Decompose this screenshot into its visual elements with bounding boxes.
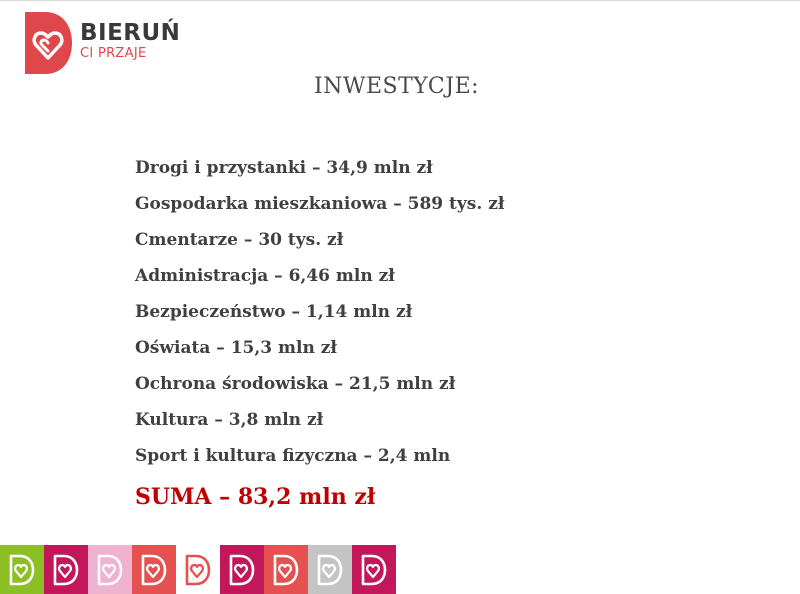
logo-name: BIERUŃ <box>80 20 181 46</box>
list-item: Administracja – 6,46 mln zł <box>135 266 395 286</box>
heart-d-icon <box>317 554 343 586</box>
logo-tile <box>308 545 352 594</box>
list-item: Cmentarze – 30 tys. zł <box>135 230 344 250</box>
total-sum: SUMA – 83,2 mln zł <box>135 484 376 510</box>
top-rule <box>0 0 800 1</box>
logo-tagline: CI PRZAJE <box>80 46 147 61</box>
logo-tile <box>44 545 88 594</box>
list-item: Gospodarka mieszkaniowa – 589 tys. zł <box>135 194 505 214</box>
heart-d-icon <box>97 554 123 586</box>
list-item: Sport i kultura fizyczna – 2,4 mln <box>135 446 451 466</box>
investment-list <box>135 156 504 480</box>
logo-tile <box>220 545 264 594</box>
list-item: Drogi i przystanki – 34,9 mln zł <box>135 158 433 178</box>
list-item: Oświata – 15,3 mln zł <box>135 338 337 358</box>
heart-d-icon <box>141 554 167 586</box>
logo-tile <box>264 545 308 594</box>
logo-tile-strip <box>0 545 396 594</box>
heart-d-icon <box>53 554 79 586</box>
heart-d-icon <box>361 554 387 586</box>
list-item: Kultura – 3,8 mln zł <box>135 410 324 430</box>
list-item: Ochrona środowiska – 21,5 mln zł <box>135 374 456 394</box>
list-item: Bezpieczeństwo – 1,14 mln zł <box>135 302 413 322</box>
logo-tile <box>88 545 132 594</box>
bierun-heart-logo-icon <box>25 12 72 74</box>
logo-tile <box>132 545 176 594</box>
bierun-logo <box>25 12 180 74</box>
heart-d-icon <box>273 554 299 586</box>
heart-d-icon <box>185 554 211 586</box>
logo-tile <box>352 545 396 594</box>
heart-d-icon <box>9 554 35 586</box>
page-title: INWESTYCJE: <box>313 74 480 99</box>
logo-tile <box>0 545 44 594</box>
logo-tile <box>176 545 220 594</box>
heart-d-icon <box>229 554 255 586</box>
